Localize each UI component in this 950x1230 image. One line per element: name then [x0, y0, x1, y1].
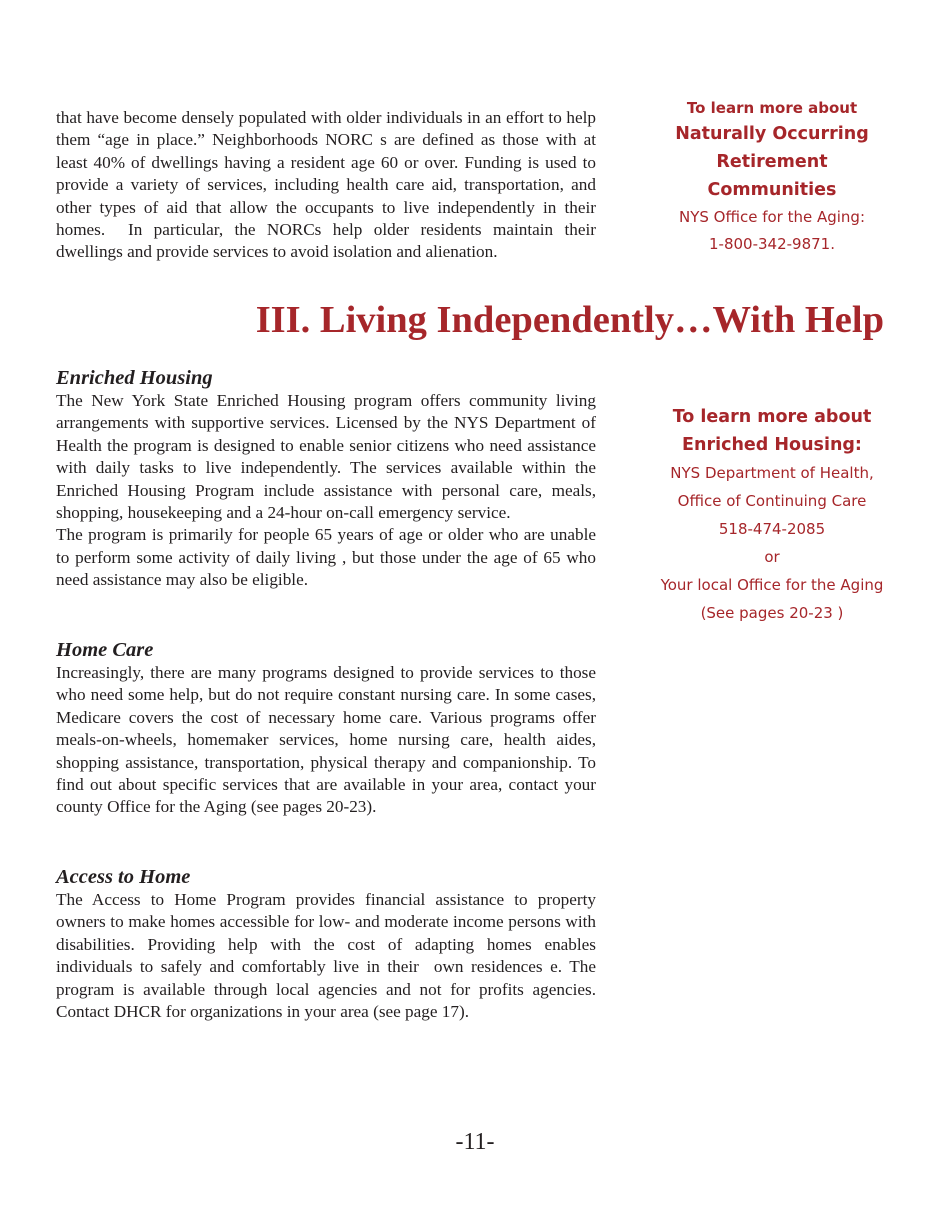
enriched-sidebar-office: Office of Continuing Care — [677, 492, 867, 510]
norc-info-box — [652, 96, 892, 258]
home-care-heading: Home Care — [56, 639, 154, 661]
norc-title-line1: Naturally Occurring — [675, 124, 869, 144]
enriched-sidebar-heading-2: Enriched Housing: — [682, 435, 862, 455]
enriched-sidebar-or: or — [764, 548, 780, 566]
chapter-title: III. Living Independently…With Help — [255, 299, 884, 341]
norc-lead: To learn more about — [686, 99, 858, 117]
enriched-housing-paragraph-1: The New York State Enriched Housing program offers community living arrangements with supportive services. Licensed by the NYS Department of Health the program is designed to enable senior citizens who need assistance with daily tasks to live independently. The services available within the Enriched Housing Program include assistance with personal care, meals, shopping, housekeeping and a 24-hour on-call emergency service. — [56, 391, 596, 523]
enriched-sidebar-phone: 518-474-2085 — [718, 520, 826, 538]
access-to-home-heading: Access to Home — [56, 866, 191, 888]
norc-title-line2: Retirement Communities — [707, 152, 837, 200]
enriched-sidebar-dept: NYS Department of Health, — [670, 464, 874, 482]
intro-section — [56, 107, 596, 264]
access-to-home-section — [56, 865, 596, 1023]
page-number: -11- — [455, 1129, 495, 1155]
norc-phone: 1-800-342-9871. — [709, 235, 835, 253]
enriched-housing-section — [56, 366, 596, 592]
intro-paragraph: that have become densely populated with older individuals in an effort to help them “age in place.” Neighborhoods NORC s are defined as those with at least 40% of dwellings having a resident age 60 or over. Funding is used to provide a variety of services, including health care aid, transportation, and other types of aid that allow the occupants to live independently in their homes. In particular, the NORCs help older residents maintain their dwellings and provide services to avoid isolation and alienation. — [56, 108, 596, 262]
home-care-section — [56, 638, 596, 819]
norc-office: NYS Office for the Aging: — [678, 208, 866, 226]
enriched-housing-paragraph-2: The program is primarily for people 65 years of age or older who are unable to perform some activity of daily living , but those under the age of 65 who need assistance may also be eligible. — [56, 525, 596, 590]
enriched-sidebar-heading-1: To learn more about — [672, 407, 872, 427]
enriched-sidebar-pages: (See pages 20-23 ) — [700, 604, 844, 622]
enriched-housing-info-box — [652, 403, 892, 627]
enriched-sidebar-local: Your local Office for the Aging — [660, 576, 884, 594]
home-care-paragraph: Increasingly, there are many programs designed to provide services to those who need some help, but do not require constant nursing care. In some cases, Medicare covers the cost of necessary home care. Various programs offer meals-on-wheels, homemaker services, home nursing care, health aides, shopping assistance, transportation, physical therapy and companionship. To find out about specific services that are available in your area, contact your county Office for the Aging (see pages 20-23). — [56, 663, 596, 817]
access-to-home-paragraph: The Access to Home Program provides financial assistance to property owners to make homes accessible for low- and moderate income persons with disabilities. Providing help with the cost of adapting homes enables individuals to safely and comfortably live in their own residences e. The program is available through local agencies and not for profits agencies. Contact DHCR for organizations in your area (see page 17). — [56, 890, 596, 1022]
enriched-housing-heading: Enriched Housing — [56, 367, 213, 389]
